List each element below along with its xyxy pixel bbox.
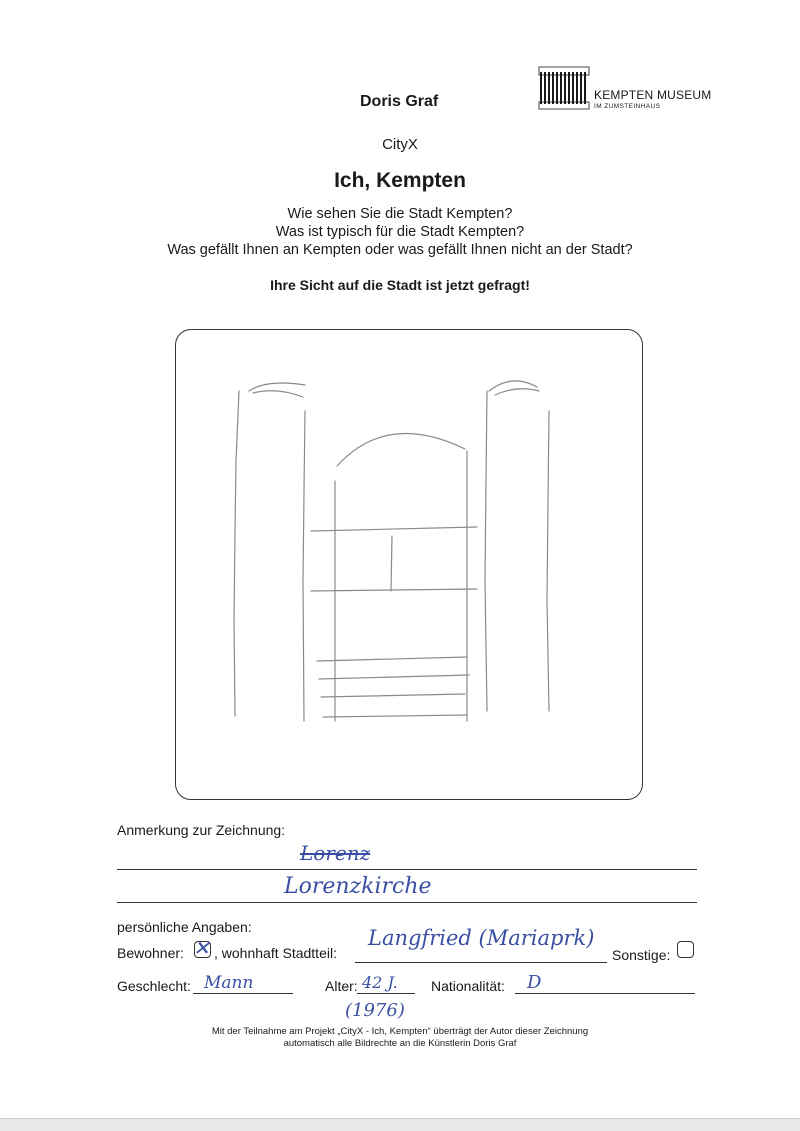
museum-logo: [538, 66, 718, 112]
call-to-action: Ihre Sicht auf die Stadt ist jetzt gefragt!: [270, 277, 530, 293]
gender-value: Mann: [204, 973, 254, 993]
age-note: (1976): [345, 1000, 405, 1021]
project-name: CityX: [382, 136, 418, 153]
question-3: Was gefällt Ihnen an Kempten oder was gefällt Ihnen nicht an der Stadt?: [167, 242, 633, 258]
kempten-logo-icon: [538, 66, 590, 110]
annotation-text: Lorenzkirche: [284, 874, 432, 899]
age-value: 42 J.: [362, 973, 398, 992]
footer-line-2: automatisch alle Bildrechte an die Künstlerin Doris Graf: [283, 1038, 517, 1049]
other-checkbox[interactable]: [677, 941, 694, 958]
personal-heading: persönliche Angaben:: [117, 919, 252, 935]
district-value: Langfried (Mariaprk): [368, 926, 595, 950]
resident-label: Bewohner:: [117, 945, 184, 961]
other-label: Sonstige:: [612, 947, 671, 963]
question-1: Wie sehen Sie die Stadt Kempten?: [287, 206, 513, 222]
annotation-label: Anmerkung zur Zeichnung:: [117, 822, 286, 838]
footer-line-1: Mit der Teilnahme am Projekt „CityX - Ich, Kempten“ überträgt der Autor dieser Zeichnung: [211, 1026, 589, 1037]
age-line: [357, 993, 415, 994]
age-label: Alter:: [325, 978, 358, 994]
museum-subtitle: IM ZUMSTEINHAUS: [594, 103, 661, 110]
scan-edge: [0, 1118, 800, 1131]
church-sketch-icon: [177, 331, 641, 798]
artist-name: Doris Graf: [360, 93, 439, 110]
nationality-label: Nationalität:: [431, 978, 505, 994]
district-line: [355, 962, 607, 963]
gender-label: Geschlecht:: [117, 978, 191, 994]
nationality-line: [515, 993, 695, 994]
district-label: , wohnhaft Stadtteil:: [214, 945, 337, 961]
gender-line: [193, 993, 293, 994]
footer-disclaimer: [0, 1026, 800, 1050]
annotation-crossed-out: Lorenz: [300, 841, 371, 865]
page-title: Ich, Kempten: [334, 169, 466, 192]
resident-check-mark: ✕: [193, 936, 210, 960]
museum-name: KEMPTEN MUSEUM: [594, 88, 712, 102]
question-2: Was ist typisch für die Stadt Kempten?: [275, 224, 525, 240]
annotation-line-1: [117, 869, 697, 870]
annotation-line-2: [117, 902, 697, 903]
nationality-value: D: [527, 972, 542, 993]
